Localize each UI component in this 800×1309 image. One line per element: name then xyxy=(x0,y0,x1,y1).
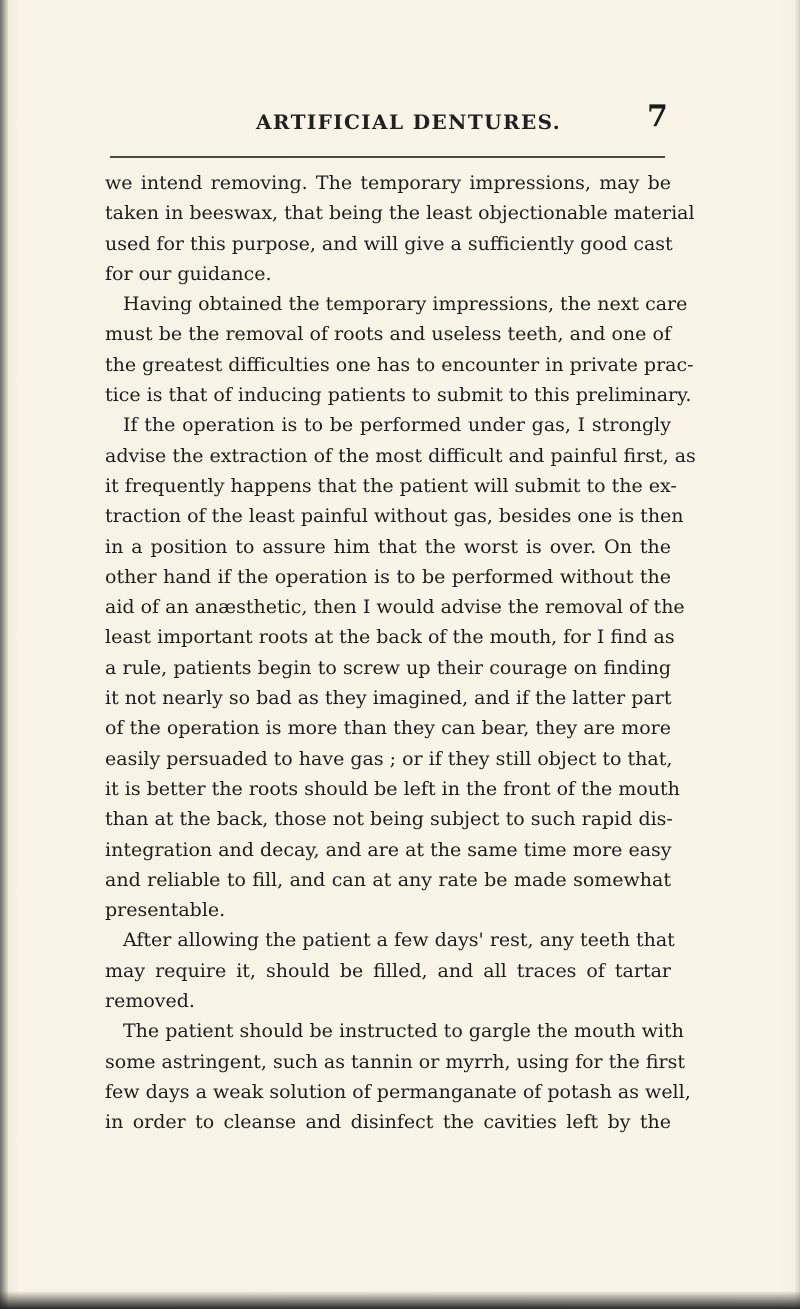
text-line: for our guidance. xyxy=(105,262,272,285)
text-line: traction of the least painful without gas, besides one is then xyxy=(105,505,684,528)
text-line: The patient should be instructed to gargle the mouth with xyxy=(123,1020,684,1043)
text-line: removed. xyxy=(105,990,195,1013)
page-bottom-shadow xyxy=(0,1291,800,1309)
text-line: may require it, should be filled, and all traces of tartar xyxy=(105,959,671,982)
text-line: After allowing the patient a few days' rest, any teeth that xyxy=(123,929,675,952)
text-line: advise the extraction of the most difficult and painful first, as xyxy=(105,444,696,467)
text-line: some astringent, such as tannin or myrrh, using for the first xyxy=(105,1050,685,1073)
text-line: easily persuaded to have gas ; or if they still object to that, xyxy=(105,747,673,770)
text-line: it is better the roots should be left in the front of the mouth xyxy=(105,777,680,800)
text-line: must be the removal of roots and useless teeth, and one of xyxy=(105,323,671,346)
text-line: tice is that of inducing patients to submit to this preliminary. xyxy=(105,384,692,407)
text-line: than at the back, those not being subject to such rapid dis- xyxy=(105,808,673,831)
running-title: ARTIFICIAL DENTURES. xyxy=(256,110,562,134)
text-line: few days a weak solution of permanganate of potash as well, xyxy=(105,1080,691,1103)
text-line: taken in beeswax, that being the least objectionable material xyxy=(105,202,695,225)
text-line: the greatest difficulties one has to encounter in private prac- xyxy=(105,353,694,376)
text-line: we intend removing. The temporary impressions, may be xyxy=(105,172,671,194)
text-line: of the operation is more than they can bear, they are more xyxy=(105,717,671,740)
text-line: used for this purpose, and will give a sufficiently good cast xyxy=(105,232,673,255)
text-line: it not nearly so bad as they imagined, and if the latter part xyxy=(105,687,672,710)
text-line: a rule, patients begin to screw up their courage on finding xyxy=(105,656,671,679)
text-line: presentable. xyxy=(105,899,226,922)
text-line: in order to cleanse and disinfect the cavities left by the xyxy=(105,1111,671,1134)
body-text xyxy=(105,168,696,1138)
text-line: other hand if the operation is to be performed without the xyxy=(105,565,671,588)
page-right-edge xyxy=(794,0,800,1309)
text-line: in a position to assure him that the worst is over. On the xyxy=(105,535,671,558)
page-binding-edge xyxy=(0,0,8,1309)
header-rule xyxy=(110,156,665,158)
text-line: least important roots at the back of the mouth, for I find as xyxy=(105,626,675,649)
text-line: If the operation is to be performed under gas, I strongly xyxy=(123,414,671,437)
text-line: aid of an anæsthetic, then I would advise the removal of the xyxy=(105,596,685,619)
text-line: and reliable to fill, and can at any rate be made somewhat xyxy=(105,868,671,891)
text-line: integration and decay, and are at the same time more easy xyxy=(105,838,672,861)
page-number: 7 xyxy=(647,99,668,134)
text-line: it frequently happens that the patient will submit to the ex- xyxy=(105,474,677,497)
text-line: Having obtained the temporary impressions, the next care xyxy=(123,293,688,316)
